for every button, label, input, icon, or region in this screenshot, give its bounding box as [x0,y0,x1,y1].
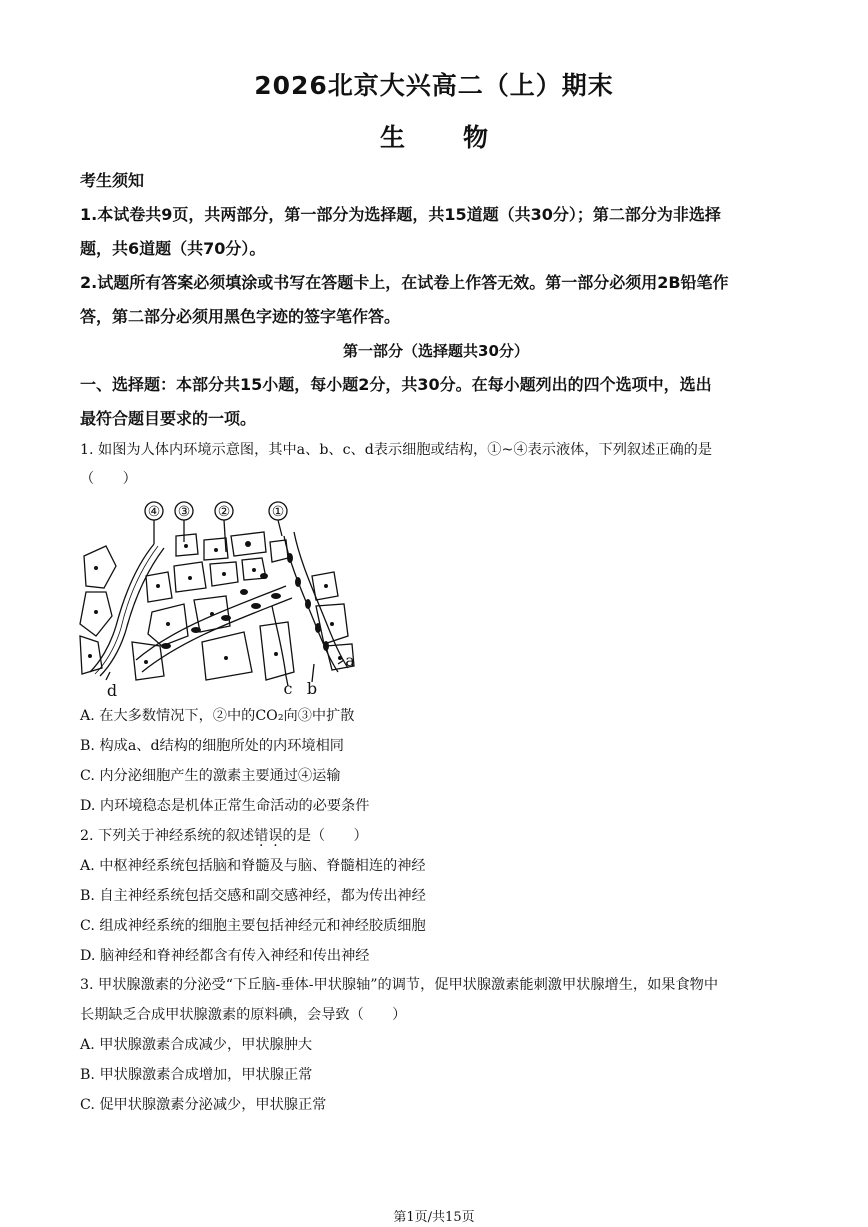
part1-heading: 第一部分（选择题共30分） [343,342,529,360]
fig-label-1: ① [271,504,285,520]
q2-stem-pre: 2. 下列关于神经系统的叙述 [80,828,255,844]
fig-label-3: ③ [177,504,191,520]
subject-title [0,118,868,154]
q2-stem-post: 的是（ ） [282,828,368,844]
q1-stem-b: （ ） [80,471,137,487]
notice-line-1b: 题，共6道题（共70分）。 [80,239,266,258]
exam-title: 2026北京大兴高二（上）期末 [254,71,614,100]
notice-heading: 考生须知 [80,171,145,190]
fig-label-c: c [283,679,293,698]
subject-char-1: 生 [379,123,405,152]
subject-char-2: 物 [463,123,489,152]
q2-option-a: A. 中枢神经系统包括脑和脊髓及与脑、脊髓相连的神经 [80,858,426,874]
q2-option-c: C. 组成神经系统的细胞主要包括神经元和神经胶质细胞 [80,918,426,934]
fig-label-a: a [345,651,355,670]
q1-option-a: A. 在大多数情况下，②中的CO₂向③中扩散 [80,708,355,724]
section-heading-a: 一、选择题：本部分共15小题，每小题2分，共30分。在每小题列出的四个选项中，选出 [80,375,712,394]
internal-environment-figure [76,496,366,702]
q3-option-a: A. 甲状腺激素合成减少，甲状腺肿大 [80,1037,313,1053]
q2-option-d: D. 脑神经和脊神经都含有传入神经和传出神经 [80,948,370,964]
q3-stem-b: 长期缺乏合成甲状腺激素的原料碘，会导致（ ） [80,1007,407,1023]
q1-stem-a: 1. 如图为人体内环境示意图，其中a、b、c、d表示细胞或结构，①~④表示液体，下列叙述正确的是 [80,442,713,458]
q1-option-d: D. 内环境稳态是机体正常生命活动的必要条件 [80,798,370,814]
notice-line-2b: 答，第二部分必须用黑色字迹的签字笔作答。 [80,307,401,326]
section-heading-b: 最符合题目要求的一项。 [80,409,257,428]
fig-label-4: ④ [147,504,161,520]
fig-label-b: b [306,679,318,698]
fig-label-2: ② [217,504,231,520]
q2-stem [80,826,368,846]
page-number: 第1页/共15页 [393,1210,475,1225]
q1-option-b: B. 构成a、d结构的细胞所处的内环境相同 [80,738,344,754]
q3-option-b: B. 甲状腺激素合成增加，甲状腺正常 [80,1067,313,1083]
fig-label-d: d [106,681,118,700]
q1-option-c: C. 内分泌细胞产生的激素主要通过④运输 [80,768,341,784]
notice-line-2a: 2.试题所有答案必须填涂或书写在答题卡上，在试卷上作答无效。第一部分必须用2B铅笔作 [80,273,729,292]
q3-stem-a: 3. 甲状腺激素的分泌受“下丘脑-垂体-甲状腺轴”的调节，促甲状腺激素能刺激甲状腺增生，如果食物中 [80,977,719,993]
q2-emphasis-1: 错 [254,828,269,844]
q2-option-b: B. 自主神经系统包括交感和副交感神经，都为传出神经 [80,888,426,904]
q3-option-c: C. 促甲状腺激素分泌减少，甲状腺正常 [80,1097,327,1113]
q2-emphasis-2: 误 [268,828,283,844]
notice-line-1a: 1.本试卷共9页，共两部分，第一部分为选择题，共15道题（共30分）；第二部分为非选择 [80,205,721,224]
